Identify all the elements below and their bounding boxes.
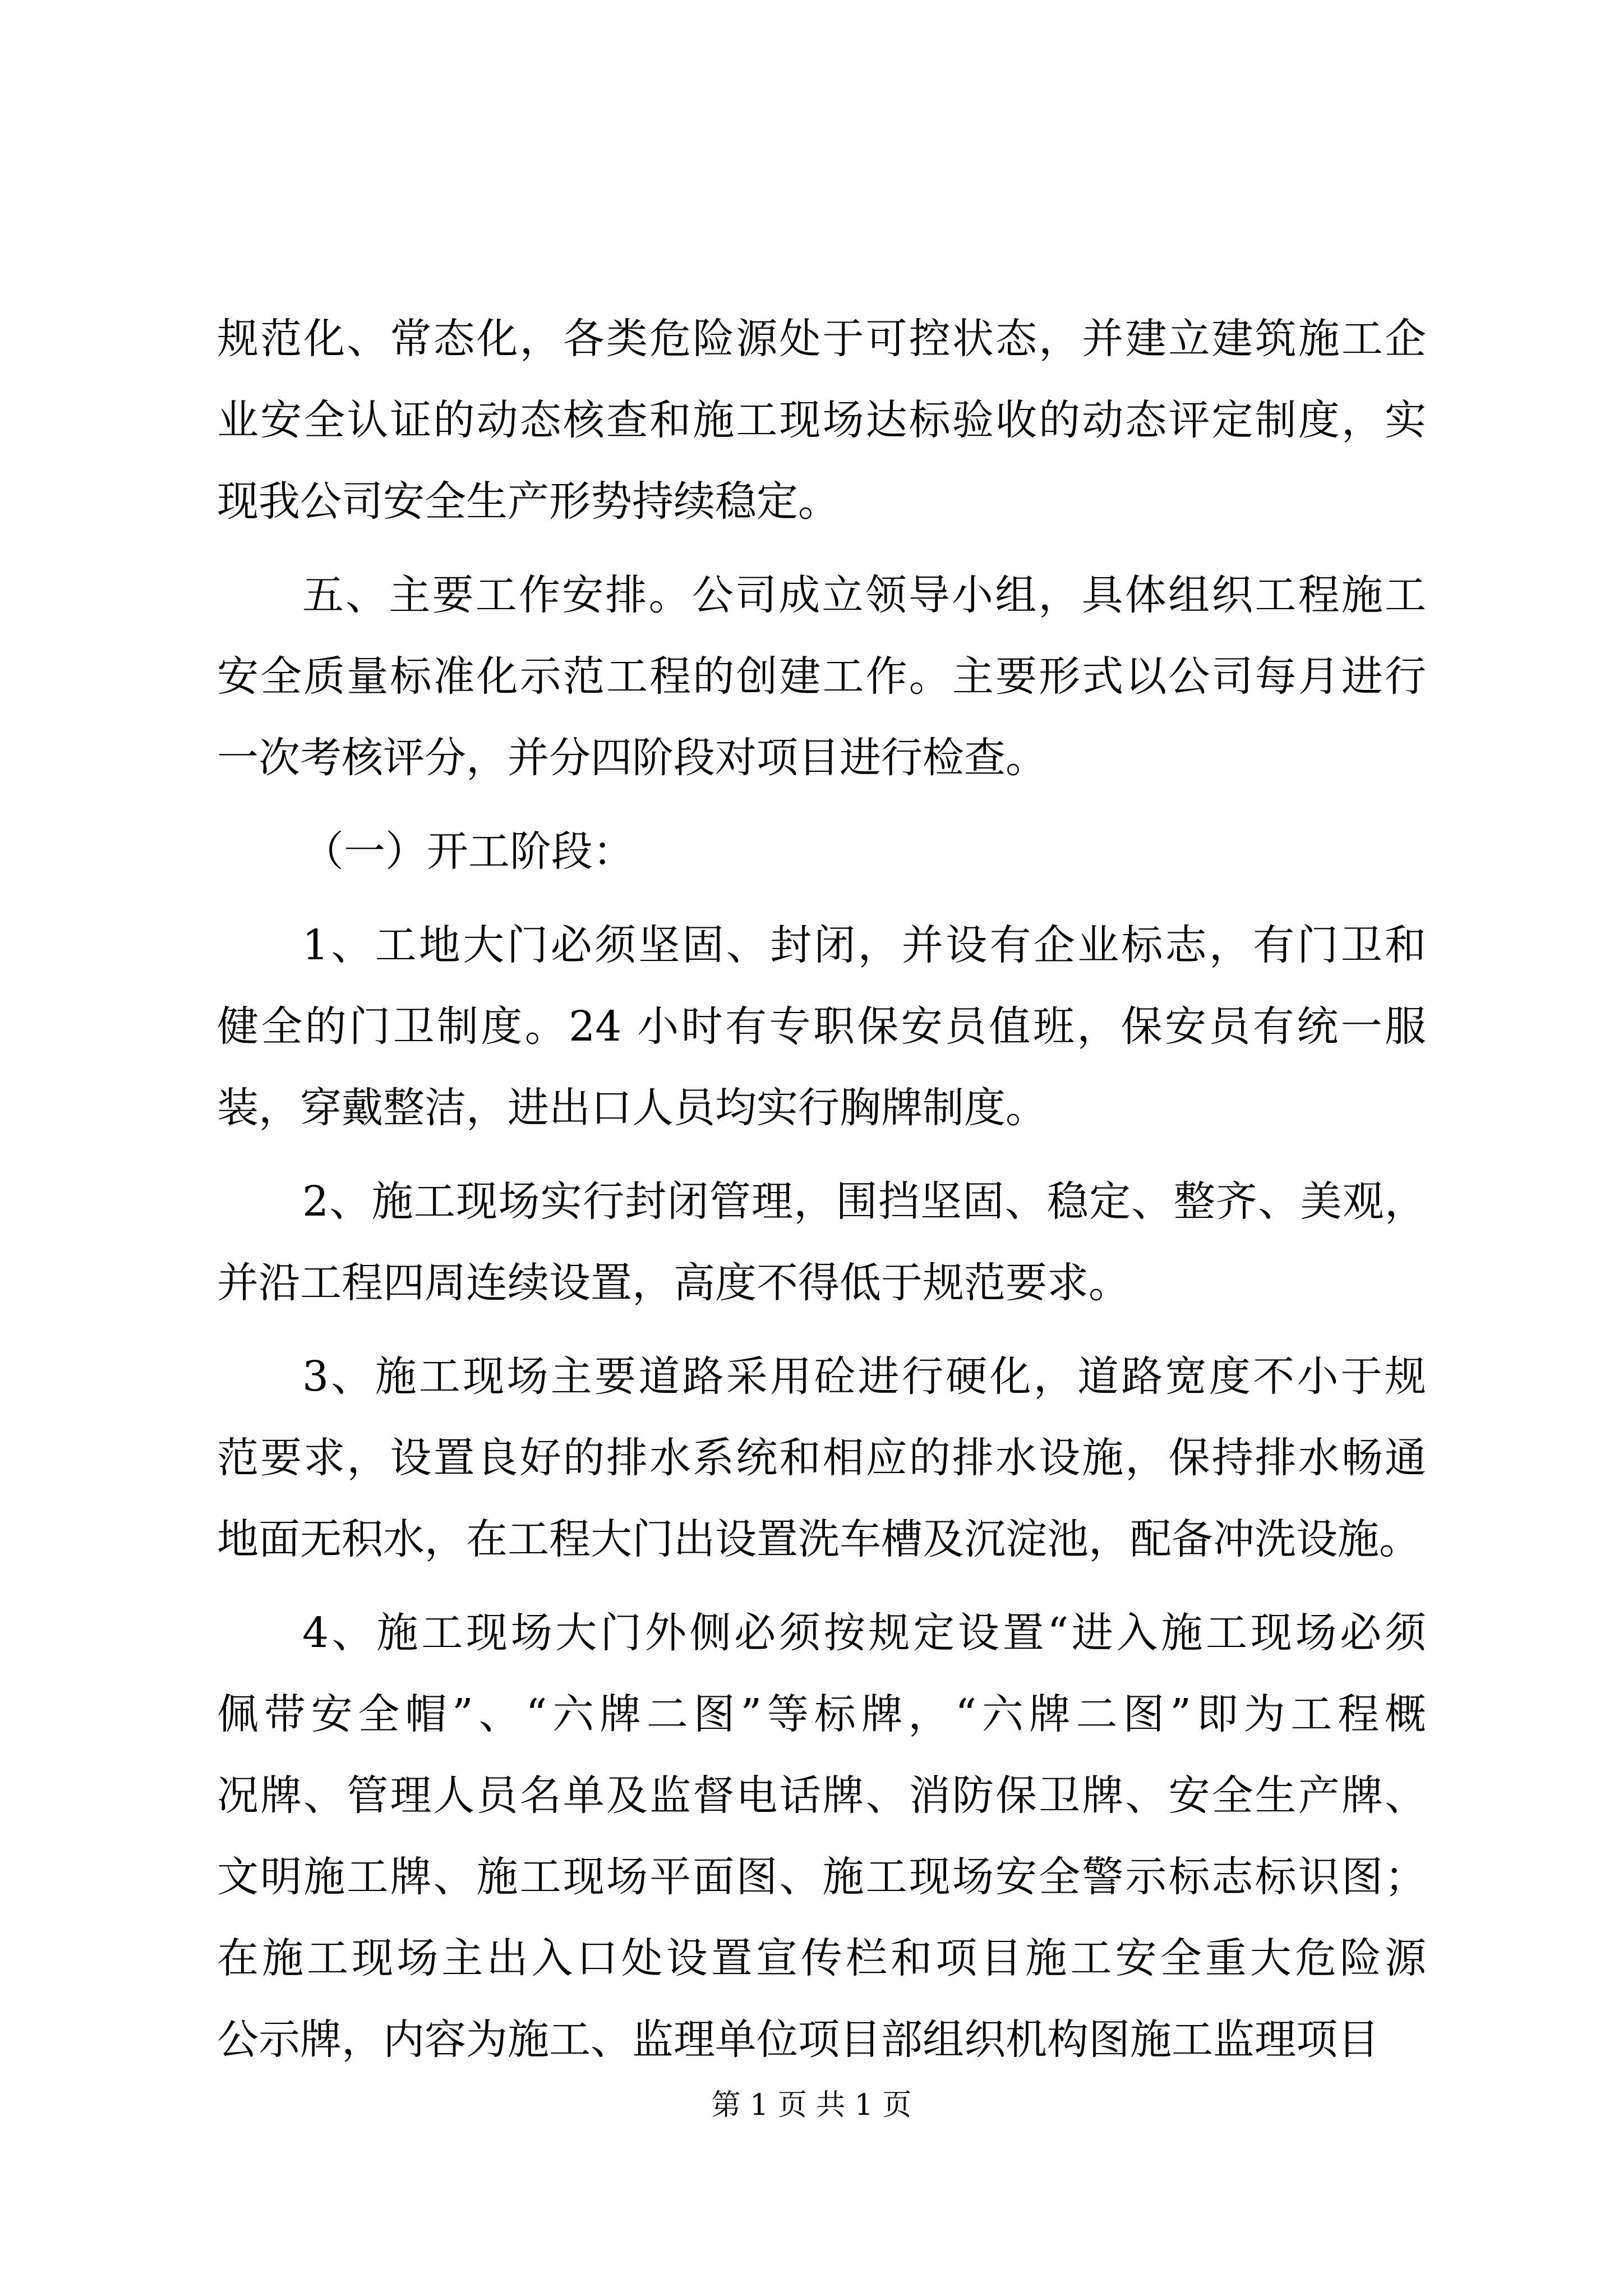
paragraph-gap [217,1149,1426,1161]
paragraph-line: 2、施工现场实行封闭管理，围挡坚固、稳定、整齐、美观， [302,1177,1426,1226]
paragraph-line: 公示牌，内容为施工、监理单位项目部组织机构图施工监理项目 [217,2016,1379,2064]
paragraph-line: 文明施工牌、施工现场平面图、施工现场安全警示标志标识图； [217,1853,1426,1901]
paragraph-line: 地面无积水，在工程大门出设置洗车槽及沉淀池，配备冲洗设施。 [217,1515,1421,1563]
paragraph-gap [217,1580,1426,1593]
paragraph-line: 现我公司安全生产形势持续稳定。 [217,477,840,526]
paragraph-line: 况牌、管理人员名单及监督电话牌、消防保卫牌、安全生产牌、 [217,1772,1426,1820]
paragraph-line: 佩带安全帽”、“六牌二图”等标牌，“六牌二图”即为工程概 [217,1690,1426,1738]
paragraph-line: 1、工地大门必须坚固、封闭，并设有企业标志，有门卫和 [302,921,1426,969]
paragraph-line: 3、施工现场主要道路采用砼进行硬化，道路宽度不小于规 [302,1352,1426,1401]
page-footer: 第 1 页 共 1 页 [711,2088,912,2122]
paragraph-gap [217,1324,1426,1336]
paragraph-gap [217,799,1426,811]
paragraph-gap [217,892,1426,905]
paragraph-line: （一）开工阶段： [302,827,634,876]
paragraph-line: 4、施工现场大门外侧必须按规定设置“进入施工现场必须 [302,1609,1426,1657]
document-body [217,298,1426,2081]
paragraph-line: 规范化、常态化，各类危险源处于可控状态，并建立建筑施工企 [217,315,1426,363]
paragraph-line: 五、主要工作安排。公司成立领导小组，具体组织工程施工 [302,571,1426,619]
paragraph-line: 业安全认证的动态核查和施工现场达标验收的动态评定制度，实 [217,396,1426,444]
paragraph-line: 一次考核评分，并分四阶段对项目进行检查。 [217,734,1047,782]
paragraph-line: 装，穿戴整洁，进出口人员均实行胸牌制度。 [217,1084,1047,1132]
paragraph-line: 并沿工程四周连续设置，高度不得低于规范要求。 [217,1259,1130,1307]
paragraph-line: 健全的门卫制度。24 小时有专职保安员值班，保安员有统一服 [217,1002,1426,1051]
paragraph-line: 范要求，设置良好的排水系统和相应的排水设施，保持排水畅通 [217,1434,1426,1482]
paragraph-line: 在施工现场主出入口处设置宣传栏和项目施工安全重大危险源 [217,1934,1426,1982]
paragraph-gap [217,542,1426,555]
paragraph-line: 安全质量标准化示范工程的创建工作。主要形式以公司每月进行 [217,652,1426,701]
